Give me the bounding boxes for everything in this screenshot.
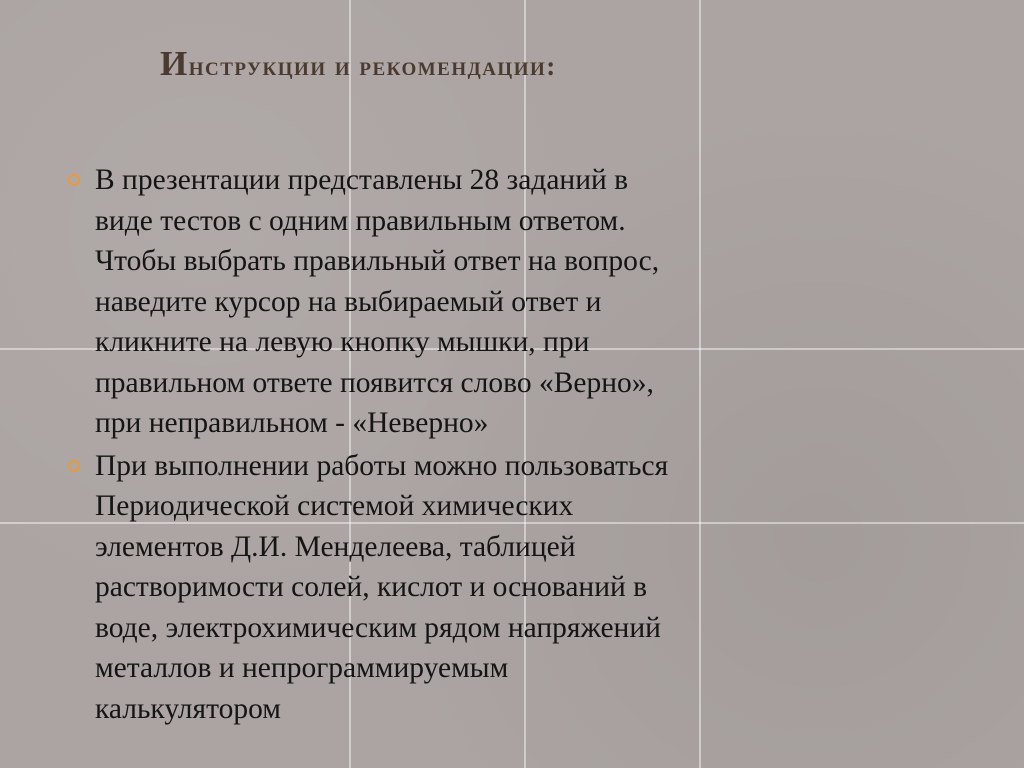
- slide-title-rest: нструкции и рекомендации:: [188, 51, 557, 81]
- slide-content: [64, 160, 864, 729]
- bullet-line: правильном ответе появится слово «Верно»,: [95, 366, 654, 399]
- bullet-line: кликните на левую кнопку мышки, при: [95, 326, 590, 358]
- bullet-line: элементов Д.И. Менделеева, таблицей: [95, 530, 576, 563]
- slide-title-initial: И: [160, 44, 189, 83]
- bullet-line: Чтобы выбрать правильный ответ на вопрос,: [95, 245, 660, 277]
- bullet-item-test-format: [64, 160, 864, 444]
- bullet-line: воде, электрохимическим рядом напряжений: [95, 611, 661, 644]
- bullet-line: растворимости солей, кислот и оснований в: [95, 571, 648, 603]
- bullet-line: металлов и непрограммируемым: [95, 652, 509, 684]
- bullet-line: В презентации представлены 28 заданий в: [95, 164, 629, 196]
- bullet-line: При выполнении работы можно пользоваться: [95, 449, 669, 482]
- bullet-line: калькулятором: [95, 692, 281, 725]
- slide-title: [160, 44, 557, 84]
- bullet-ring-icon: [68, 460, 80, 472]
- bullet-line: Периодической системой химических: [95, 490, 574, 522]
- bullet-line: при неправильном - «Неверно»: [95, 407, 489, 439]
- bullet-item-allowed-materials: [64, 446, 864, 730]
- bullet-line: наведите курсор на выбираемый ответ и: [95, 285, 602, 318]
- bullet-line: виде тестов с одним правильным ответом.: [95, 204, 626, 237]
- bullet-ring-icon: [68, 174, 80, 186]
